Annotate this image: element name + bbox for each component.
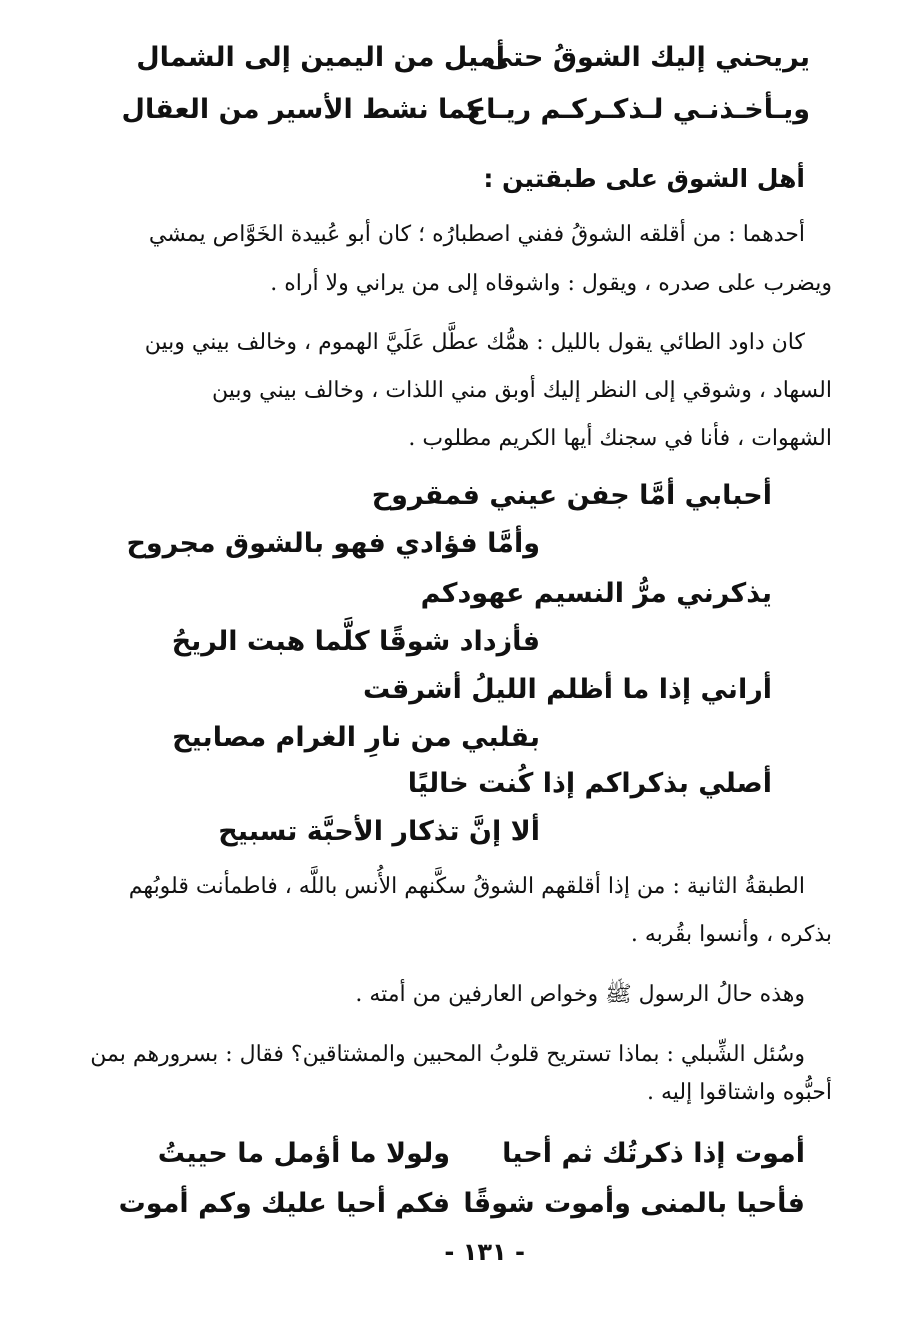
poem2-line3: يذكرني مرُّ النسيم عهودكم — [420, 578, 772, 609]
poem2-line8: ألا إنَّ تذكار الأحبَّة تسبيح — [218, 816, 540, 847]
para4-line1: وهذه حالُ الرسول ﷺ وخواص العارفين من أمته . — [355, 982, 805, 1007]
poem1-line2-right: ويـأخـذنـي لـذكـركـم ريـاح — [466, 94, 810, 125]
poem3-line1-right: أموت إذا ذكرتُك ثم أحيا — [502, 1138, 805, 1169]
poem3-line1-left: ولولا ما أؤمل ما حييتُ — [157, 1138, 450, 1169]
section-heading: أهل الشوق على طبقتين : — [483, 164, 805, 193]
poem1-line1-left: أميل من اليمين إلى الشمال — [136, 42, 505, 73]
para1-line2: ويضرب على صدره ، ويقول : واشوقاه إلى من يراني ولا أراه . — [270, 271, 832, 296]
page-number: - ١٣١ - — [444, 1238, 525, 1266]
poem2-line5: أراني إذا ما أظلم الليلُ أشرقت — [362, 674, 772, 705]
para5-line2: أحبُّوه واشتاقوا إليه . — [647, 1080, 832, 1105]
para2-line3: الشهوات ، فأنا في سجنك أيها الكريم مطلوب . — [408, 426, 832, 451]
poem3-line2-right: فأحيا بالمنى وأموت شوقًا — [463, 1188, 805, 1219]
poem1-line2-left: كما نشط الأسير من العقال — [121, 94, 482, 125]
para3-line2: بذكره ، وأنسوا بقُربه . — [630, 922, 832, 947]
para5-line1: وسُئل الشِّبلي : بماذا تستريح قلوبُ المحبين والمشتاقين؟ فقال : بسرورهم بمن — [90, 1042, 805, 1067]
poem2-line7: أصلي بذكراكم إذا كُنت خاليًا — [407, 768, 772, 799]
para1-line1: أحدهما : من أقلقه الشوقُ ففني اصطبارُه ؛ كان أبو عُبيدة الخَوَّاص يمشي — [148, 222, 805, 247]
para3-line1: الطبقةُ الثانية : من إذا أقلقهم الشوقُ سكَّنهم الأُنس باللَّه ، فاطمأنت قلوبُهم — [128, 874, 805, 899]
poem2-line1: أحبابي أمَّا جفن عيني فمقروح — [371, 480, 772, 511]
poem3-line2-left: فكم أحيا عليك وكم أموت — [118, 1188, 450, 1219]
poem1-line1-right: يريحني إليك الشوقُ حتى — [485, 42, 810, 73]
poem2-line2: وأمَّا فؤادي فهو بالشوق مجروح — [126, 528, 540, 559]
para2-line2: السهاد ، وشوقي إلى النظر إليك أوبق مني اللذات ، وخالف بيني وبين — [212, 378, 832, 403]
poem2-line4: فأزداد شوقًا كلَّما هبت الريحُ — [171, 626, 540, 657]
para2-line1: كان داود الطائي يقول بالليل : همُّك عطَّل عَلَيَّ الهموم ، وخالف بيني وبين — [144, 330, 805, 355]
poem2-line6: بقلبي من نارِ الغرام مصابيح — [172, 722, 540, 753]
